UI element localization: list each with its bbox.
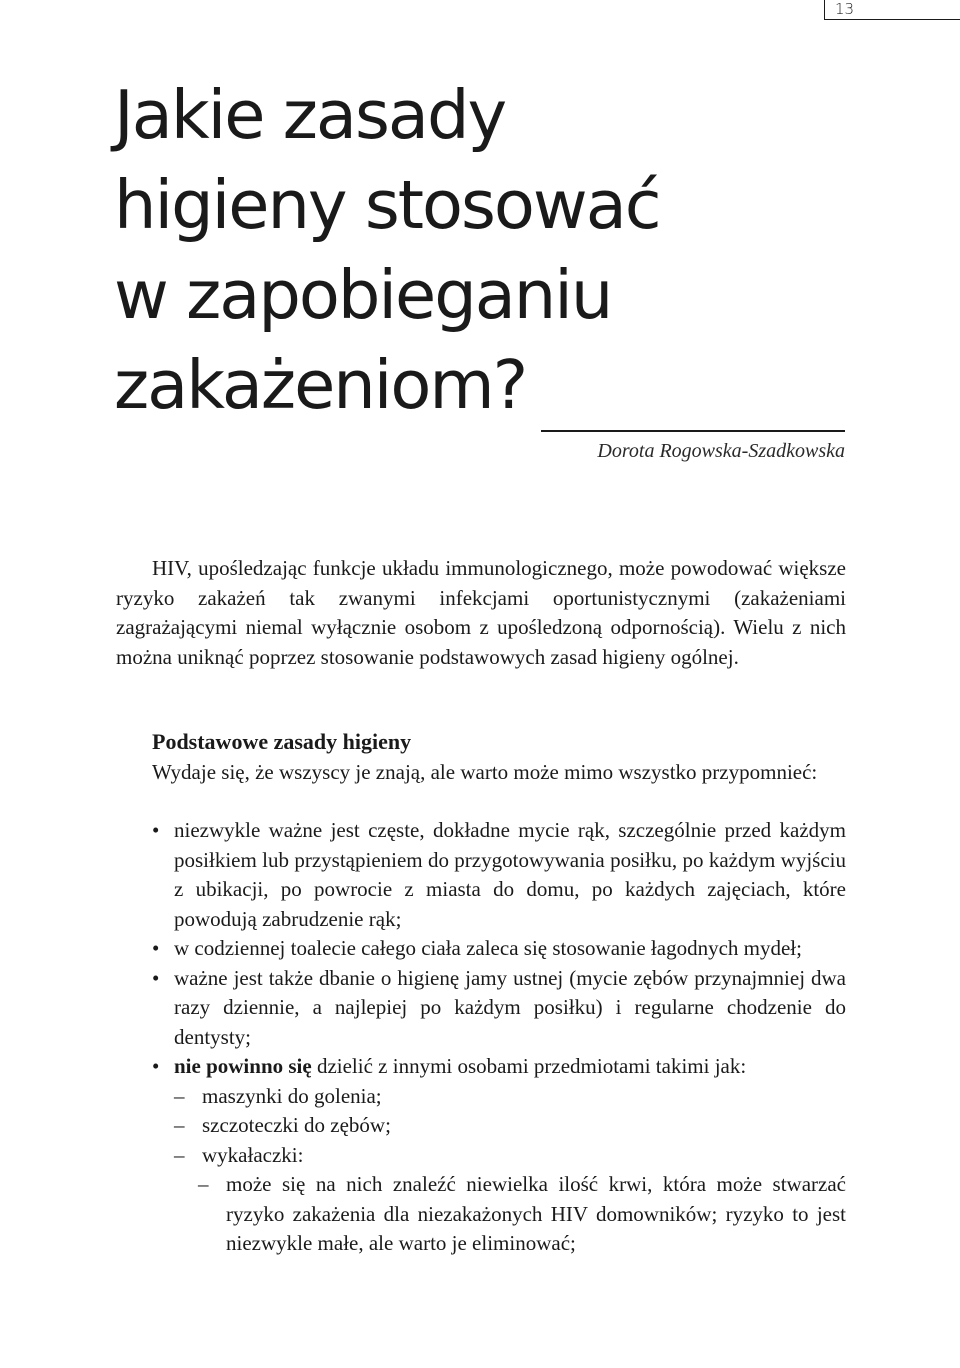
title-line-2: higieny stosować	[114, 166, 660, 244]
bullet-marker: •	[152, 936, 160, 960]
section-intro-paragraph: Wydaje się, że wszyscy je znają, ale warto może mimo wszystko przypomnieć:	[152, 760, 818, 784]
dash-marker: –	[198, 1172, 209, 1196]
section-heading: Podstawowe zasady higieny	[152, 729, 412, 754]
sub-list-item	[116, 1111, 846, 1141]
dash-marker: –	[174, 1142, 185, 1167]
page-number: 13	[824, 0, 960, 20]
sub-list-item	[116, 1082, 846, 1112]
list-item	[116, 816, 846, 934]
list-item-text: ważne jest także dbanie o higienę jamy ustnej (mycie zębów przynajmniej dwa razy dziennie, a najlepiej po każdym posiłku) i regularne chodzenie do dentysty;	[174, 965, 846, 1049]
list-item	[116, 934, 846, 964]
list-item-text: dzielić z innymi osobami przedmiotami takimi jak:	[311, 1054, 747, 1078]
sub-list-item	[116, 1141, 846, 1171]
sub-list-item-text: wykałaczki:	[202, 1142, 304, 1167]
dash-marker: –	[174, 1083, 185, 1108]
title-line-3: w zapobieganiu	[114, 256, 612, 334]
sub-list-item-text: szczoteczki do zębów;	[202, 1113, 391, 1137]
list-item	[116, 1052, 846, 1082]
title-line-4: zakażeniom?	[114, 346, 527, 424]
author-name: Dorota Rogowska-Szadkowska	[597, 440, 845, 462]
bullet-marker: •	[152, 818, 160, 842]
list-item-text: w codziennej toalecie całego ciała zaleca się stosowanie łagodnych mydeł;	[174, 936, 802, 960]
intro-paragraph: HIV, upośledzając funkcje układu immunologicznego, może powodować większe ryzyko zakażeń tak zwanymi infekcjami oportunistycznymi (zakażeniami zagrażającymi niemal wyłącznie osobom z upośledzoną odpornością). Wielu z nich można uniknąć poprzez stosowanie podstawowych zasad higieny ogólnej.	[116, 556, 846, 669]
list-item	[116, 964, 846, 1053]
dash-marker: –	[174, 1113, 185, 1137]
nested-sub-list-item	[116, 1170, 846, 1259]
nested-sub-list-item-text: może się na nich znaleźć niewielka ilość krwi, która może stwarzać ryzyko zakażenia dla niezakażonych HIV domowników; ryzyko to jest niezwykle małe, ale warto je eliminować;	[226, 1172, 846, 1255]
hygiene-rules-list	[116, 816, 846, 1259]
list-item-bold-text: nie powinno się	[174, 1054, 312, 1078]
article-title	[114, 70, 660, 430]
bullet-marker: •	[152, 965, 160, 990]
author-divider	[541, 430, 845, 432]
bullet-marker: •	[152, 1054, 160, 1078]
title-line-1: Jakie zasady	[114, 76, 506, 154]
sub-list-item-text: maszynki do golenia;	[202, 1083, 382, 1108]
list-item-text: niezwykle ważne jest częste, dokładne mycie rąk, szczególnie przed każdym posiłkiem lub przystąpieniem do przygotowywania posiłku, po każdym wyjściu z ubikacji, po powrocie z miasta do domu, po każdych zajęciach, które powodują zabrudzenie rąk;	[174, 818, 846, 931]
